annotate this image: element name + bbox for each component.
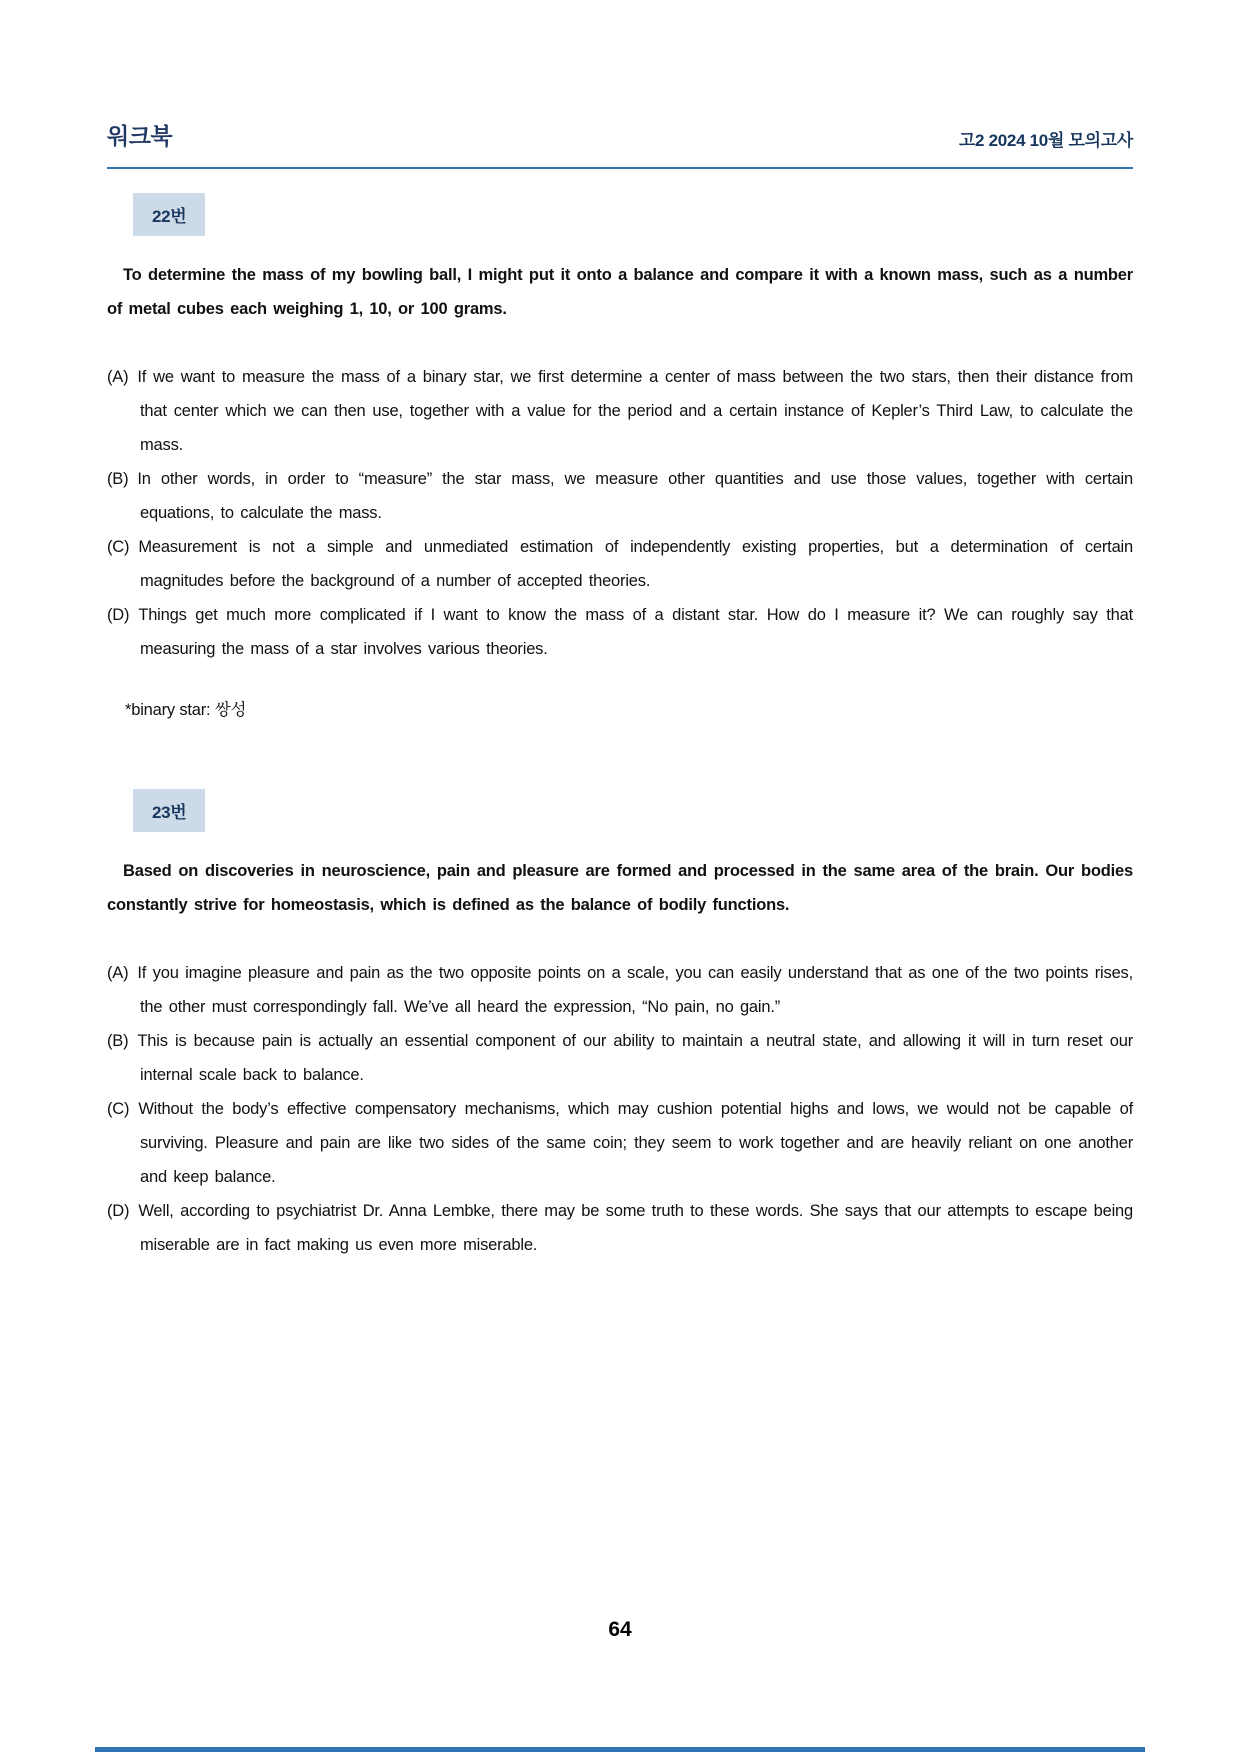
choice-d [107,598,1133,666]
choice-b [107,1024,1133,1092]
question-23-section [107,737,1133,1262]
choice-d-marker: (D) [107,1201,130,1220]
choice-a-text: If we want to measure the mass of a binary star, we first determine a center of mass between the two stars, then their distance from that center which we can then use, together with a value for the period and a certain instance of Kepler’s Third Law, to calculate the mass. [137,368,1133,454]
page-header [107,118,1133,151]
choice-c-text: Measurement is not a simple and unmediated estimation of independently existing properties, but a determination of certain magnitudes before the background of a number of accepted theories. [138,538,1133,590]
footer-bar [95,1747,1145,1752]
page-number: 64 [608,1618,632,1641]
choice-c [107,530,1133,598]
choice-b-marker: (B) [107,470,129,488]
choice-c-marker: (C) [107,1099,130,1118]
question-23-badge: 23번 [133,789,205,832]
question-23-intro: Based on discoveries in neuroscience, pain and pleasure are formed and processed in the same area of the brain. Our bodies constantly strive for homeostasis, which is defined as the balance of bodily functions. [107,861,1133,914]
question-23-choices [107,956,1133,1262]
question-22-badge: 22번 [133,193,205,236]
question-22-footnote: *binary star: 쌍성 [125,701,247,719]
choice-c [107,1092,1133,1194]
question-22-intro: To determine the mass of my bowling ball, I might put it onto a balance and compare it with a known mass, such as a number of metal cubes each weighing 1, 10, or 100 grams. [107,266,1133,318]
question-22-section [107,169,1133,720]
choice-a-marker: (A) [107,963,129,982]
choice-d-text: Well, according to psychiatrist Dr. Anna Lembke, there may be some truth to these words. She says that our attempts to escape being miserable are in fact making us even more miserable. [138,1201,1133,1254]
exam-subtitle: 고2 2024 10월 모의고사 [958,131,1133,150]
choice-b [107,462,1133,530]
choice-d [107,1194,1133,1262]
choice-c-text: Without the body’s effective compensatory mechanisms, which may cushion potential highs and lows, we would not be capable of surviving. Pleasure and pain are like two sides of the same coin; they seem to work together and are heavily reliant on one another and keep balance. [138,1099,1133,1186]
choice-a [107,956,1133,1024]
workbook-title: 워크북 [107,123,173,149]
choice-b-text: In other words, in order to “measure” the star mass, we measure other quantities and use those values, together with certain equations, to calculate the mass. [137,470,1133,522]
choice-a [107,360,1133,462]
choice-a-marker: (A) [107,368,129,386]
choice-d-marker: (D) [107,606,130,624]
choice-c-marker: (C) [107,538,130,556]
question-22-choices [107,360,1133,666]
choice-b-marker: (B) [107,1031,129,1050]
choice-d-text: Things get much more complicated if I want to know the mass of a distant star. How do I measure it? We can roughly say that measuring the mass of a star involves various theories. [138,606,1133,658]
choice-a-text: If you imagine pleasure and pain as the two opposite points on a scale, you can easily understand that as one of the two points rises, the other must correspondingly fall. We’ve all heard the expression, “No pain, no gain.” [137,963,1133,1016]
choice-b-text: This is because pain is actually an essential component of our ability to maintain a neutral state, and allowing it will in turn reset our internal scale back to balance. [137,1031,1133,1084]
